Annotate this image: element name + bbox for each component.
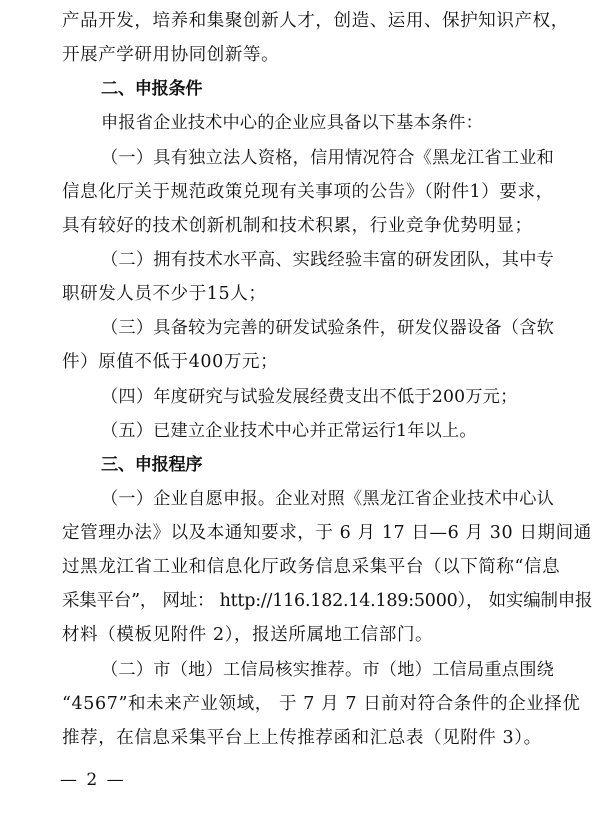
body-line-10: 件）原值不低于400万元；: [62, 352, 279, 373]
body-line-1: 产品开发，培养和集聚创新人才，创造、运用、保护知识产权，: [62, 11, 569, 31]
section-heading-conditions: 二、申报条件: [101, 79, 203, 100]
body-line-7: （二）拥有技术水平高、实践经验丰富的研发团队，其中专: [101, 249, 555, 270]
body-line-2: 开展产学研用协同创新等。: [62, 45, 280, 66]
section-heading-procedure: 三、申报程序: [101, 454, 203, 475]
body-line-3: 申报省企业技术中心的企业应具备以下基本条件：: [101, 113, 483, 134]
body-line-13: （一）企业自愿申报。企业对照《黑龙江省企业技术中心认: [101, 488, 555, 509]
body-line-20: 推荐，在信息采集平台上上传推荐函和汇总表（见附件 3）。: [62, 727, 542, 748]
page-number: — 2 —: [60, 770, 126, 790]
body-line-11: （四）年度研究与试验发展经费支出不低于200万元；: [101, 386, 518, 407]
body-line-9: （三）具备较为完善的研发试验条件，研发仪器设备（含软: [101, 318, 555, 339]
body-line-14: 定管理办法》以及本通知要求，于 6 月 17 日—6 月 30 日期间通: [62, 523, 592, 544]
body-line-6: 具有较好的技术创新机制和技术积累，行业竞争优势明显；: [62, 215, 533, 236]
body-line-12: （五）已建立企业技术中心并正常运行1年以上。: [101, 420, 477, 441]
body-line-15: 过黑龙江省工业和信息化厅政务信息采集平台（以下简称“信息: [62, 557, 561, 578]
body-line-19: “4567”和未来产业领域， 于 7 月 7 日前对符合条件的企业择优: [62, 693, 581, 714]
body-line-5: 信息化厅关于规范政策兑现有关事项的公告》（附件1）要求，: [62, 181, 554, 202]
body-line-16: 采集平台”， 网址： http://116.182.14.189:5000）， 如实编制申报: [62, 591, 593, 612]
body-line-17: 材料（模板见附件 2），报送所属地工信部门。: [62, 625, 434, 646]
body-line-18: （二）市（地）工信局核实推荐。市（地）工信局重点围绕: [101, 659, 555, 680]
body-line-8: 职研发人员不少于15人；: [62, 284, 267, 305]
body-line-4: （一）具有独立法人资格，信用情况符合《黑龙江省工业和: [101, 147, 555, 168]
